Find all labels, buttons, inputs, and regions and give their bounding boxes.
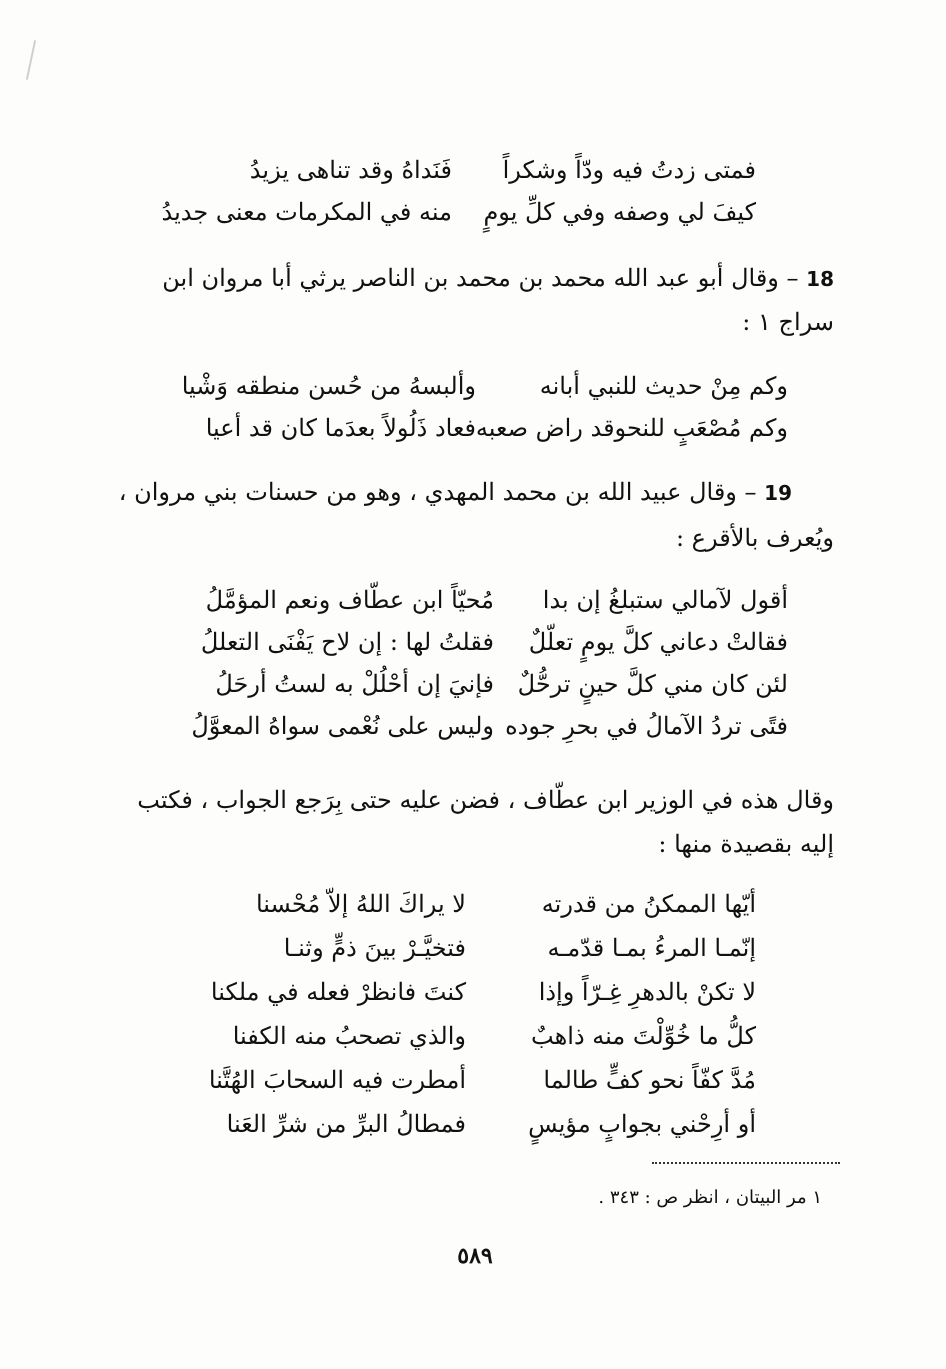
verse-first-hemistich: فمتى زدتُ فيه ودّاً وشكراً (502, 156, 756, 184)
verse-line (0, 148, 946, 192)
verse-first-hemistich: كلُّ ما خُوِّلْتَ منه ذاهبٌ (531, 1022, 756, 1050)
verse-line (0, 662, 946, 706)
verse-line (0, 406, 946, 450)
section-18-continuation: سراج ١ : (742, 308, 834, 336)
verse-first-hemistich: أيّها الممكنُ من قدرته (541, 890, 756, 918)
section-18-paragraph (124, 256, 834, 301)
verse-line (0, 190, 946, 234)
verse-line (0, 1102, 946, 1146)
verse-line (0, 970, 946, 1014)
verse-second-hemistich: لا يراكَ اللهُ إلاّ مُحْسنا (255, 890, 466, 918)
verse-second-hemistich: فقلتُ لها : إن لاح يَفْنَى التعللُ (200, 628, 494, 656)
verse-second-hemistich: أمطرت فيه السحابَ الهُتَّنا (208, 1066, 466, 1094)
verse-second-hemistich: منه في المكرمات معنى جديدُ (161, 198, 452, 226)
section-19-paragraph (118, 470, 792, 515)
verse-second-hemistich: فعاد ذَلُولاً بعدَما كان قد أعيا (205, 414, 476, 442)
scan-artifact (26, 40, 36, 80)
section-text: – وقال عبيد الله بن محمد المهدي ، وهو من حسنات بني مروان ، (118, 478, 757, 506)
verse-first-hemistich: مُدَّ كفّاً نحو كفٍّ طالما (543, 1066, 756, 1094)
verse-first-hemistich: لئن كان مني كلَّ حينٍ ترحُّلٌ (517, 670, 788, 698)
verse-line (0, 1014, 946, 1058)
verse-first-hemistich: فتًى تردُ الآمالُ في بحرِ جوده (505, 712, 788, 740)
section-number: 19 (764, 481, 792, 505)
verse-first-hemistich: وكم مِنْ حديث للنبي أبانه (539, 372, 788, 400)
verse-first-hemistich: لا تكنْ بالدهرِ غِـرّاً وإذا (538, 978, 756, 1006)
verse-first-hemistich: إنّمـا المرءُ بمـا قدّمـه (547, 934, 756, 962)
verse-first-hemistich: كيفَ لي وصفه وفي كلِّ يومٍ (483, 198, 756, 226)
page-number: ٥٨٩ (457, 1243, 493, 1269)
narrative-paragraph: وقال هذه في الوزير ابن عطّاف ، فضن عليه حتى بِرَجع الجواب ، فكتب (137, 786, 834, 814)
verse-first-hemistich: فقالتْ دعاني كلَّ يومٍ تعلّلٌ (528, 628, 788, 656)
section-text: – وقال أبو عبد الله محمد بن محمد بن الناصر يرثي أبا مروان ابن (162, 264, 799, 292)
verse-line (0, 578, 946, 622)
verse-line (0, 620, 946, 664)
section-19-continuation: ويُعرف بالأقرع : (675, 524, 834, 552)
verse-line (0, 704, 946, 748)
verse-first-hemistich: وكم مُصْعَبٍ للنحوقد راض صعبه (475, 414, 788, 442)
section-number: 18 (806, 267, 834, 291)
verse-first-hemistich: أقول لآمالي ستبلغُ إن بدا (542, 586, 788, 614)
footnote-separator (652, 1162, 840, 1164)
verse-second-hemistich: مُحيّاً ابن عطّاف ونعم المؤمَّلُ (205, 586, 494, 614)
verse-line (0, 882, 946, 926)
verse-second-hemistich: وليس على نُعْمى سواهُ المعوَّلُ (191, 712, 494, 740)
verse-first-hemistich: أو أرِحْني بجوابٍ مؤيسٍ (528, 1110, 756, 1138)
verse-second-hemistich: وألبسهُ من حُسن منطقه وَشْيا (181, 372, 476, 400)
narrative-paragraph-continuation: إليه بقصيدة منها : (658, 830, 834, 858)
verse-line (0, 1058, 946, 1102)
verse-second-hemistich: فإنيَ إن أحْلُلْ به لستُ أرحَلُ (215, 670, 494, 698)
footnote: ١ مر البيتان ، انظر ص : ٣٤٣ . (598, 1187, 822, 1208)
verse-second-hemistich: والذي تصحبُ منه الكفنا (232, 1022, 466, 1050)
verse-second-hemistich: فَنَداهُ وقد تناهى يزيدُ (249, 156, 452, 184)
verse-second-hemistich: كنتَ فانظرْ فعله في ملكنا (210, 978, 466, 1006)
verse-line (0, 926, 946, 970)
verse-second-hemistich: فمطالُ البرِّ من شرِّ العَنا (226, 1110, 466, 1138)
verse-line (0, 364, 946, 408)
verse-second-hemistich: فتخيَّـرْ بينَ ذمٍّ وثنـا (283, 934, 466, 962)
